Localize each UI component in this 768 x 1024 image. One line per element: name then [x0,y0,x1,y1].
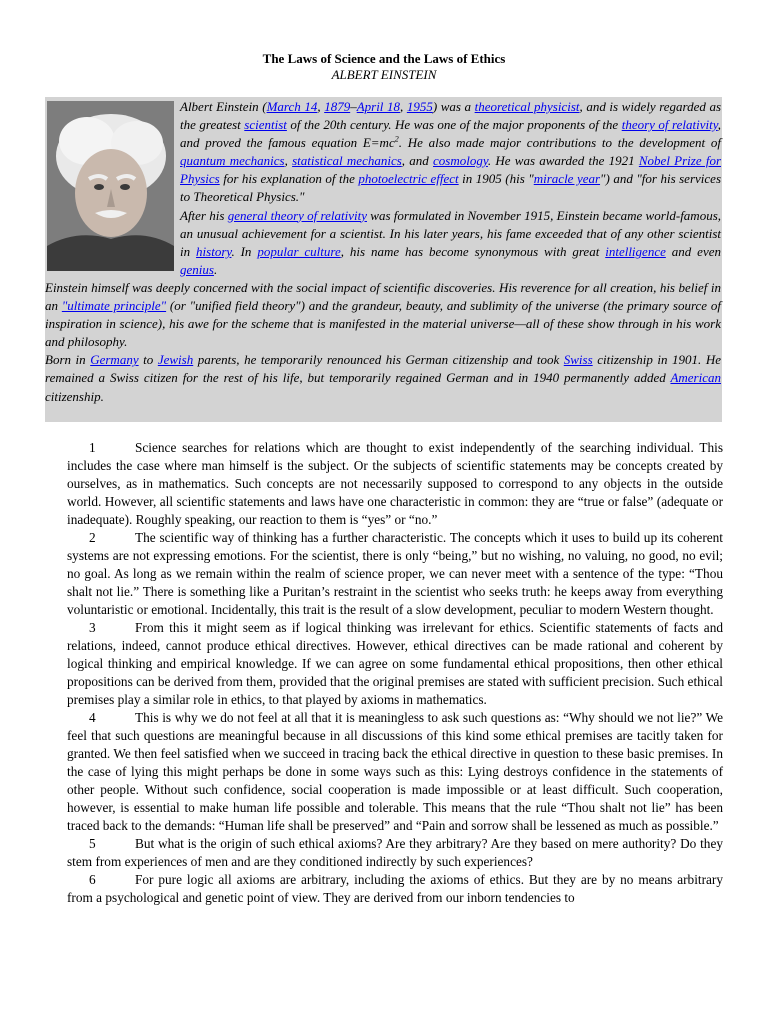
wiki-link[interactable]: cosmology [433,153,488,169]
author-name: ALBERT EINSTEIN [331,67,437,82]
paragraph-text: Science searches for relations which are thought to exist independently of the searching individual. This includes the case where man himself is the subject. Or the subjects of scientific statements may be concepts created by ourselves, as in mathematics. Such concepts are not necessarily supposed to correspond to any objects in the outside world. However, all scientific statements and laws have one characteristic in common: they are “true or false” (adequate or inadequate). Roughly speaking, our reaction to them is “yes” or “no.” [67,440,723,527]
wiki-link[interactable]: miracle year [533,171,601,187]
bio-paragraph-1: Albert Einstein (March 14, 1879–April 18, 1955) was a theoretical physicist, and is widely regarded as the greatest scientist of the 20th century. He was one of the major proponents of the theory of relativity, and proved the famous equation $E=mc^2$. He also made major contributions to the development of quantum mechanics, statistical mechanics, and cosmology. He was awarded the 1921 Nobel Prize for Physics for his explanation of the photoelectric effect in 1905 (his "miracle year") and "for his services to Theoretical Physics." [180,99,722,205]
wiki-link[interactable]: scientist [244,117,287,133]
essay-paragraph [67,529,723,619]
wiki-link[interactable]: photoelectric effect [358,171,459,187]
wiki-link[interactable]: "ultimate principle" [61,298,167,314]
wiki-link[interactable]: Swiss [563,352,593,368]
paragraph-number: 4 [89,710,96,725]
wiki-link[interactable]: statistical mechanics [292,153,402,169]
paragraph-text: This is why we do not feel at all that it is meaningless to ask such questions as: “Why should we not lie?” We feel that such questions are meaningful because in all discussions of this kind some ethical premises are tacitly taken for granted. We then feel satisfied when we succeed in tracing back the ethical directive in question to these basic premises. In the case of lying this might perhaps be done in some ways such as this: Lying destroys confidence in the statements of other people. Without such confidence, social cooperation is made impossible or at least difficult. Such cooperation, however, is essential to make human life possible and tolerable. This means that the rule “Thou shalt not lie” has been traced back to the demands: “Human life shall be preserved” and “Pain and sorrow shall be lessened as much as possible.” [67,710,723,833]
wiki-link[interactable]: Nobel Prize for Physics [180,153,722,187]
wiki-link[interactable]: general theory of relativity [227,207,367,223]
wiki-link[interactable]: April 18 [356,99,400,114]
wiki-link[interactable]: quantum mechanics [180,153,285,169]
wiki-link[interactable]: 1955 [406,99,433,114]
wiki-link[interactable]: theory of relativity [621,117,718,133]
portrait-image [47,101,174,271]
wiki-link[interactable]: Jewish [157,352,194,368]
wiki-link[interactable]: American [670,370,721,386]
paragraph-number: 6 [89,872,96,887]
wiki-link[interactable]: 1879 [324,99,351,114]
wiki-link[interactable]: popular culture [257,243,341,259]
paragraph-number: 1 [89,440,96,455]
paragraph-text: But what is the origin of such ethical axioms? Are they arbitrary? Are they based on mere authority? Do they stem from experiences of men and are they conditioned indirectly by such experiences? [67,836,723,869]
bio-paragraph-4: Born in Germany to Jewish parents, he temporarily renounced his German citizenship and took Swiss citizenship in 1901. He remained a Swiss citizen for the rest of his life, but temporarily regained German and in 1940 permanently added American citizenship. [45,352,721,404]
paragraph-text: The scientific way of thinking has a further characteristic. The concepts which it uses to build up its coherent systems are not expressing emotions. For the scientist, there is only “being,” but no wishing, no valuing, no good, no evil; no goal. As long as we remain within the realm of science proper, we can never meet with a sentence of the type: “Thou shalt not lie.” There is something like a Puritan’s restraint in the scientist who seeks truth: he keeps away from everything voluntaristic or emotional. Incidentally, this trait is the result of a slow development, peculiar to modern Western thought. [67,530,723,617]
wiki-link[interactable]: theoretical physicist [474,99,580,114]
essay-paragraph [67,439,723,529]
wiki-link[interactable]: March 14 [266,99,318,114]
essay-paragraph [67,709,723,835]
einstein-portrait-photo [47,101,174,271]
essay-paragraph [67,619,723,709]
paragraph-number: 5 [89,836,96,851]
essay-paragraph [67,835,723,871]
wiki-link[interactable]: Germany [90,352,139,368]
essay-body [67,439,723,907]
paragraph-number: 3 [89,620,96,635]
superscript: 2 [394,134,399,144]
essay-paragraph [67,871,723,907]
page-title: The Laws of Science and the Laws of Ethics [262,51,506,66]
paragraph-text: For pure logic all axioms are arbitrary, including the axioms of ethics. But they are by no means arbitrary from a psychological and genetic point of view. They are derived from our inborn tendencies to [67,872,723,905]
wiki-link[interactable]: history [196,243,232,259]
wiki-link[interactable]: intelligence [605,243,666,259]
bio-paragraph-3: Einstein himself was deeply concerned with the social impact of scientific discoveries. His reverence for all creation, his belief in an "ultimate principle" (or "unified field theory") and the grandeur, beauty, and sublimity of the universe (the primary source of inspiration in science), his awe for the scheme that is manifested in the material universe—all of these show through in his work and philosophy. [45,279,721,350]
biography-box [45,97,722,422]
paragraph-text: From this it might seem as if logical thinking was irrelevant for ethics. Scientific statements of facts and relations, indeed, cannot produce ethical directives. However, ethical directives can be made rational and coherent by logical thinking and empirical knowledge. If we can agree on some fundamental ethical propositions, then other ethical propositions can be derived from them, provided that the original premises are stated with sufficient precision. Such ethical premises play a similar role in ethics, to that played by axioms in mathematics. [67,620,723,707]
wiki-link[interactable]: genius [180,261,214,277]
bio-paragraph-2: After his general theory of relativity was formulated in November 1915, Einstein became world-famous, an unusual achievement for a scientist. In his later years, his fame exceeded that of any other scientist in history. In popular culture, his name has become synonymous with great intelligence and even genius. [180,207,722,277]
paragraph-number: 2 [89,530,96,545]
